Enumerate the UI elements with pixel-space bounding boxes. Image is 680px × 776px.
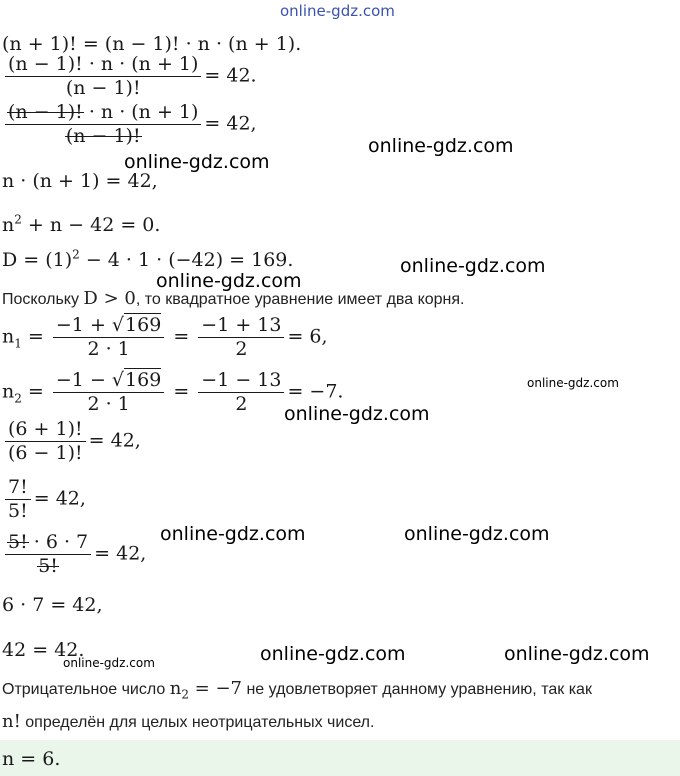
watermark-top: online-gdz.com [280, 2, 395, 20]
numerator [5, 533, 91, 555]
denominator: (6 − 1)! [8, 442, 83, 464]
subscript: 1 [14, 336, 22, 351]
cancelled-term: (n − 1)! [65, 125, 141, 147]
inline-math: n! [2, 711, 21, 732]
numerator-rest: · n · (n + 1) [82, 101, 199, 123]
numerator-rest: · 6 · 7 [27, 531, 89, 553]
rest: − 4 · 1 · (−42) = 169. [79, 249, 294, 271]
rhs: = 42, [33, 487, 86, 510]
fraction [5, 55, 201, 98]
denominator: 2 [235, 338, 248, 360]
inline-math: D > 0 [83, 288, 136, 309]
watermark: online-gdz.com [368, 135, 514, 157]
denominator [5, 125, 201, 146]
numerator: (n − 1)! · n · (n + 1) [5, 55, 201, 77]
watermark: online-gdz.com [260, 643, 406, 665]
check-step-1 [2, 420, 141, 463]
equation-fraction-1 [2, 55, 257, 98]
answer-box [0, 740, 680, 776]
rhs: = 42, [94, 542, 147, 565]
text: Поскольку [2, 291, 84, 308]
rhs: = 42. [204, 64, 257, 87]
numerator: 7! [5, 478, 31, 500]
numerator: −1 − √169 [53, 371, 164, 393]
cancelled-term: 5! [8, 531, 28, 553]
fraction [5, 478, 31, 521]
watermark: online-gdz.com [527, 376, 619, 390]
subscript: 2 [14, 391, 22, 406]
watermark: online-gdz.com [404, 523, 550, 545]
fraction [53, 316, 164, 359]
watermark: online-gdz.com [160, 523, 306, 545]
watermark: online-gdz.com [63, 656, 155, 670]
text-negative-root [2, 678, 592, 702]
watermark: online-gdz.com [156, 270, 302, 292]
denominator: 5! [8, 500, 28, 522]
var-n: n [2, 214, 15, 236]
rhs: = 42, [204, 112, 257, 135]
fraction [5, 533, 91, 576]
watermark: online-gdz.com [124, 151, 270, 173]
numerator [5, 103, 201, 125]
rhs: = −7. [287, 380, 344, 403]
equation-factorial-expansion: (n + 1)! = (n − 1)! · n · (n + 1). [2, 33, 302, 55]
sqrt-arg: 169 [125, 314, 162, 336]
fraction [5, 103, 201, 146]
equation-quadratic [2, 212, 161, 236]
fraction [198, 371, 284, 414]
var-n: n [2, 325, 15, 348]
text: Отрицательное число [2, 681, 170, 698]
denominator: (n − 1)! [65, 77, 141, 99]
equation-fraction-cancelled [2, 103, 257, 146]
rest: + n − 42 = 0. [21, 214, 161, 236]
num-part: −1 + [55, 314, 112, 336]
rest: = −7 [188, 678, 243, 699]
fraction [53, 371, 164, 414]
check-step-5: 42 = 42. [2, 639, 85, 661]
text: определён для целых неотрицательных чисел. [20, 714, 375, 731]
lhs: D = (1) [2, 249, 73, 271]
denominator: 2 [235, 393, 248, 415]
check-step-3 [2, 533, 146, 576]
numerator: −1 − 13 [198, 371, 284, 393]
denominator [5, 555, 91, 576]
text: не удовлетворяет данному уравнению, так как [242, 681, 592, 698]
fraction [5, 420, 86, 463]
rhs: = 6, [287, 325, 328, 348]
var-n: n [169, 678, 182, 699]
exponent: 2 [14, 212, 22, 227]
fraction [198, 316, 284, 359]
watermark: online-gdz.com [504, 643, 650, 665]
numerator: −1 + √169 [53, 316, 164, 338]
num-part: −1 − [55, 369, 112, 391]
answer-value: n = 6. [2, 748, 61, 770]
sqrt-arg: 169 [125, 369, 162, 391]
watermark: online-gdz.com [400, 255, 546, 277]
equation-root-2: $n_2$ = $\frac{-1 - √169}{2 \cdot 1}$ = $\frac{-1 - 13}{2}$ = −7. [2, 369, 344, 415]
cancelled-term: (n − 1)! [8, 101, 83, 123]
numerator: −1 + 13 [198, 316, 284, 338]
equation-discriminant [2, 247, 294, 271]
rhs: = 42, [88, 429, 141, 452]
text-factorial-domain [2, 711, 374, 732]
denominator: 2 · 1 [87, 393, 130, 415]
check-step-2 [2, 478, 86, 521]
cancelled-term: 5! [38, 555, 58, 577]
check-step-4: 6 · 7 = 42, [2, 594, 103, 616]
var-n: n [2, 380, 15, 403]
equation-simplified: n · (n + 1) = 42, [2, 170, 158, 192]
subscript: 2 [181, 687, 189, 702]
inline-math [169, 678, 243, 702]
numerator: (6 + 1)! [5, 420, 86, 442]
watermark: online-gdz.com [284, 403, 430, 425]
denominator: 2 · 1 [87, 338, 130, 360]
exponent: 2 [72, 247, 80, 262]
text: , то квадратное уравнение имеет два корня. [135, 291, 465, 308]
equation-root-1: $n_1$ = $\frac{-1 + √169}{2 \cdot 1}$ = $\frac{-1 + 13}{2}$ = 6, [2, 314, 328, 360]
